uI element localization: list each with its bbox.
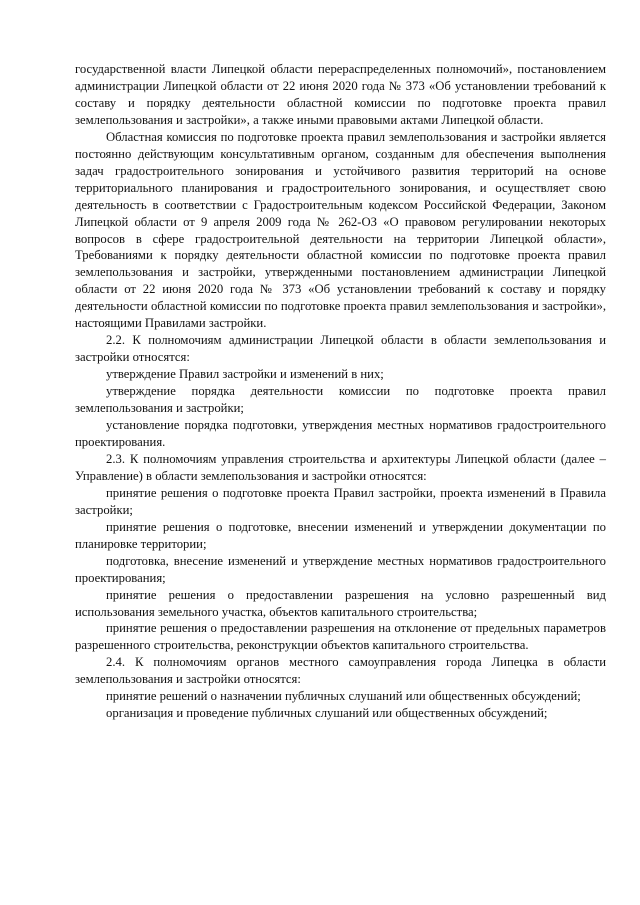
paragraph-2: Областная комиссия по подготовке проекта правил землепользования и застройки является постоянно действующим консультативным органом, созданным для обеспечения выполнения задач градостроительного зонирования и устойчивого развития территорий на основе территориального планирования и градостроительного зонирования, и осуществляет свою деятельность в соответствии с Градостроительным кодексом Российской Федерации, Законом Липецкой области от 9 апреля 2009 года № 262-ОЗ «О правовом регулировании некоторых вопросов в сфере градостроительной деятельности на территории Липецкой области», Требованиями к порядку деятельности областной комиссии по подготовке проекта правил землепользования и застройки, утвержденными постановлением администрации Липецкой области от 22 июня 2020 года № 373 «Об установлении требований к составу и порядку деятельности областной комиссии по подготовке проекта правил землепользования и застройки», настоящими Правилами застройки. [75,129,606,331]
paragraph-7: 2.3. К полномочиям управления строительства и архитектуры Липецкой области (далее – Управление) в области землепользования и застройки относятся: [75,451,606,483]
paragraph-11: принятие решения о предоставлении разрешения на условно разрешенный вид использования земельного участка, объектов капитального строительства; [75,587,606,619]
paragraph-14: принятие решений о назначении публичных слушаний или общественных обсуждений; [106,689,581,704]
paragraph-15: организация и проведение публичных слушаний или общественных обсуждений; [106,706,548,721]
paragraph-4: утверждение Правил застройки и изменений в них; [106,367,384,382]
paragraph-3: 2.2. К полномочиям администрации Липецкой области в области землепользования и застройки относятся: [75,333,606,365]
paragraph-1: государственной власти Липецкой области перераспределенных полномочий», постановлением администрации Липецкой области от 22 июня 2020 года № 373 «Об установлении требований к составу и порядку деятельности областной комиссии по подготовке проекта правил землепользования и застройки», а также иными правовыми актами Липецкой области. [75,62,606,127]
paragraph-13: 2.4. К полномочиям органов местного самоуправления города Липецка в области землепользования и застройки относятся: [75,655,606,687]
paragraph-8: принятие решения о подготовке проекта Правил застройки, проекта изменений в Правила застройки; [75,485,606,517]
paragraph-12: принятие решения о предоставлении разрешения на отклонение от предельных параметров разрешенного строительства, реконструкции объектов капитального строительства. [75,621,606,653]
paragraph-6: установление порядка подготовки, утверждения местных нормативов градостроительного проектирования. [75,418,606,449]
paragraph-9: принятие решения о подготовке, внесении изменений и утверждении документации по планировке территории; [75,519,606,551]
paragraph-5: утверждение порядка деятельности комиссии по подготовке проекта правил землепользования и застройки; [75,384,606,416]
paragraph-10: подготовка, внесение изменений и утверждение местных нормативов градостроительного проектирования; [75,553,606,585]
